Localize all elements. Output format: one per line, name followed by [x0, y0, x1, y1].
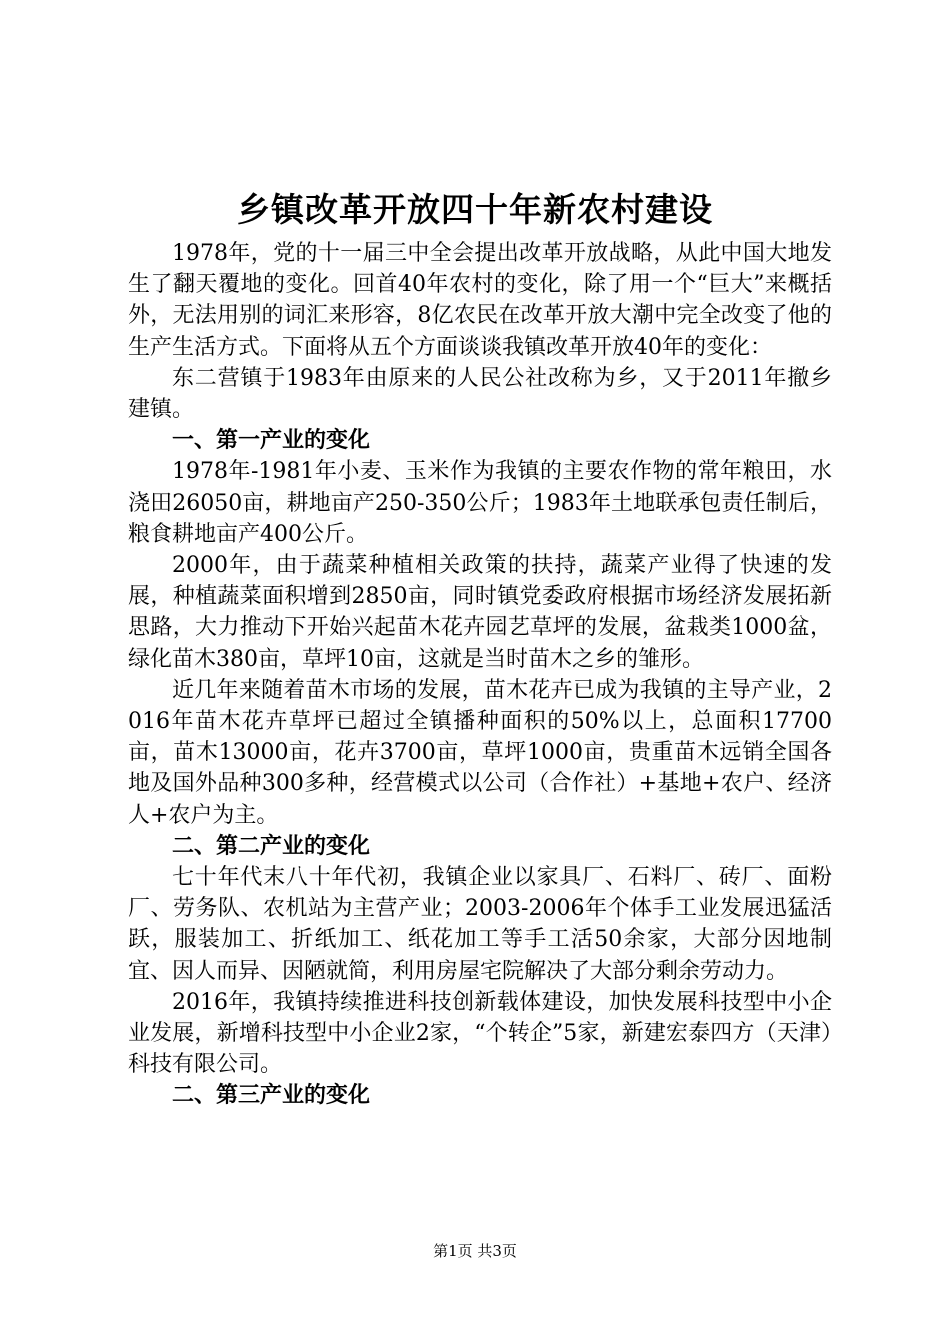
paragraph-town-history: 东二营镇于1983年由原来的人民公社改称为乡，又于2011年撤乡建镇。	[128, 365, 832, 423]
paragraph-nursery-recent: 近几年来随着苗木市场的发展，苗木花卉已成为我镇的主导产业，2016年苗木花卉草坪已超过全镇播种面积的50%以上，总面积17700亩，苗木13000亩，花卉3700亩，草坪1000亩，贵重苗木远销全国各地及国外品种300多种，经营模式以公司（合作社）+基地+农户、经济人+农户为主。	[128, 677, 832, 828]
section-heading-secondary-industry: 二、第二产业的变化	[172, 832, 371, 859]
section-heading-primary-industry: 一、第一产业的变化	[172, 427, 371, 454]
paragraph-enterprises-1970s: 七十年代末八十年代初，我镇企业以家具厂、石料厂、砖厂、面粉厂、劳务队、农机站为主营产业；2003-2006年个体手工业发展迅猛活跃，服装加工、折纸加工、纸花加工等手工活50余家，大部分因地制宜、因人而异、因陋就简，利用房屋宅院解决了大部分剩余劳动力。	[128, 865, 832, 984]
document-title: 乡镇改革开放四十年新农村建设	[237, 190, 713, 229]
document-body	[128, 238, 832, 1112]
paragraph-tech-2016: 2016年，我镇持续推进科技创新载体建设，加快发展科技型中小企业发展，新增科技型中小企业2家，“个转企”5家，新建宏泰四方（天津）科技有限公司。	[128, 989, 832, 1078]
paragraph-grain-1978: 1978年-1981年小麦、玉米作为我镇的主要农作物的常年粮田，水浇田26050亩，耕地亩产250-350公斤；1983年土地联承包责任制后，粮食耕地亩产400公斤。	[128, 459, 832, 547]
paragraph-intro: 1978年，党的十一届三中全会提出改革开放战略，从此中国大地发生了翻天覆地的变化。回首40年农村的变化，除了用一个“巨大”来概括外，无法用别的词汇来形容，8亿农民在改革开放大潮中完全改变了他的生产生活方式。下面将从五个方面谈谈我镇改革开放40年的变化：	[128, 241, 832, 360]
page-footer: 第1页 共3页	[433, 1242, 517, 1260]
paragraph-vegetables-2000: 2000年，由于蔬菜种植相关政策的扶持，蔬菜产业得了快速的发展，种植蔬菜面积增到2850亩，同时镇党委政府根据市场经济发展拓新思路，大力推动下开始兴起苗木花卉园艺草坪的发展，盆栽类1000盆，绿化苗木380亩，草坪10亩，这就是当时苗木之乡的雏形。	[128, 553, 832, 672]
section-heading-tertiary-industry: 二、第三产业的变化	[172, 1082, 371, 1109]
